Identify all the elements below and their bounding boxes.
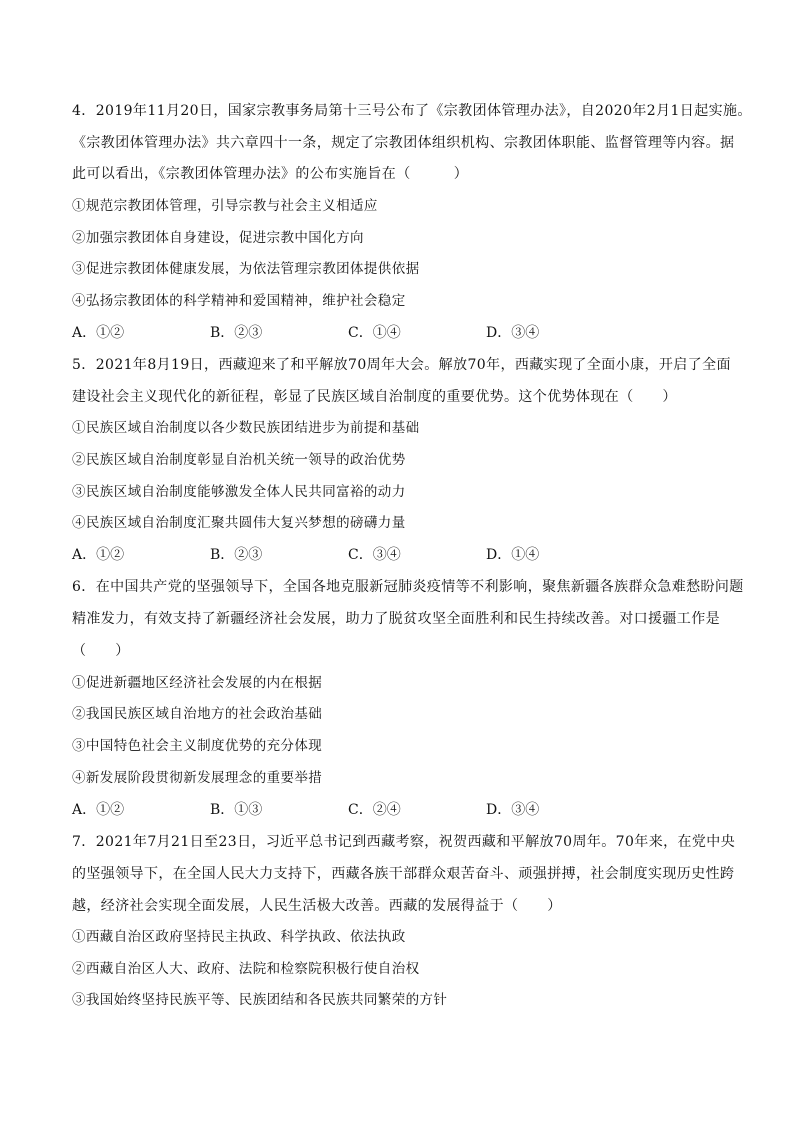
answer-choices: [72, 545, 632, 565]
option-statement: ③民族区域自治制度能够激发全体人民共同富裕的动力: [72, 484, 406, 500]
choice-a: A．①②: [72, 547, 125, 563]
option-statement: ④新发展阶段贯彻新发展理念的重要举措: [72, 770, 323, 786]
option-statement: ①西藏自治区政府坚持民主执政、科学执政、依法执政: [72, 929, 406, 945]
question-stem-line: 越，经济社会实现全面发展，人民生活极大改善。西藏的发展得益于（ ）: [72, 898, 562, 914]
option-statement: ④弘扬宗教团体的科学精神和爱国精神，维护社会稳定: [72, 293, 406, 309]
option-statement: ③促进宗教团体健康发展，为依法管理宗教团体提供依据: [72, 261, 420, 277]
choice-d: D．③④: [486, 325, 540, 341]
question-stem-line: 精准发力，有效支持了新疆经济社会发展，助力了脱贫攻坚全面胜利和民生持续改善。对口援疆工作是: [72, 611, 720, 627]
answer-choices: [72, 800, 632, 820]
question-stem-line: 4．2019年11月20日，国家宗教事务局第十三号公布了《宗教团体管理办法》，自2020年2月1日起实施。: [72, 103, 752, 119]
question-stem-line: 此可以看出，《宗教团体管理办法》的公布实施旨在（ ）: [72, 166, 469, 182]
option-statement: ③中国特色社会主义制度优势的充分体现: [72, 738, 323, 754]
choice-a: A．①②: [72, 325, 125, 341]
option-statement: ②民族区域自治制度彰显自治机关统一领导的政治优势: [72, 452, 406, 468]
option-statement: ①规范宗教团体管理，引导宗教与社会主义相适应: [72, 198, 378, 214]
option-statement: ④民族区域自治制度汇聚共圆伟大复兴梦想的磅礴力量: [72, 515, 406, 531]
option-statement: ②我国民族区域自治地方的社会政治基础: [72, 706, 323, 722]
option-statement: ②加强宗教团体自身建设，促进宗教中国化方向: [72, 230, 364, 246]
option-statement: ①促进新疆地区经济社会发展的内在根据: [72, 675, 323, 691]
choice-c: C．③④: [348, 547, 401, 563]
question-stem-line: 7．2021年7月21日至23日，习近平总书记到西藏考察，祝贺西藏和平解放70周年。70年来，在党中央: [72, 834, 736, 850]
option-statement: ③我国始终坚持民族平等、民族团结和各民族共同繁荣的方针: [72, 992, 448, 1008]
question-stem-line: 建设社会主义现代化的新征程，彰显了民族区域自治制度的重要优势。这个优势体现在（ ）: [72, 389, 677, 405]
choice-b: B．②③: [210, 547, 263, 563]
choice-c: C．①④: [348, 325, 401, 341]
option-statement: ②西藏自治区人大、政府、法院和检察院积极行使自治权: [72, 961, 420, 977]
answer-choices: [72, 323, 632, 343]
option-statement: ①民族区域自治制度以各少数民族团结进步为前提和基础: [72, 420, 420, 436]
choice-c: C．②④: [348, 802, 401, 818]
question-stem-line: 5．2021年8月19日，西藏迎来了和平解放70周年大会。解放70年，西藏实现了全面小康，开启了全面: [72, 357, 731, 373]
choice-b: B．①③: [210, 802, 263, 818]
choice-d: D．①④: [486, 547, 540, 563]
question-stem-line: 《宗教团体管理办法》共六章四十一条，规定了宗教团体组织机构、宗教团体职能、监督管理等内容。据: [72, 135, 735, 151]
choice-b: B．②③: [210, 325, 263, 341]
choice-a: A．①②: [72, 802, 125, 818]
question-stem-line: 6．在中国共产党的坚强领导下，全国各地克服新冠肺炎疫情等不利影响，聚焦新疆各族群众急难愁盼问题: [72, 579, 744, 595]
question-stem-line: 的坚强领导下，在全国人民大力支持下，西藏各族干部群众艰苦奋斗、顽强拼搏，社会制度实现历史性跨: [72, 866, 735, 882]
choice-d: D．③④: [486, 802, 540, 818]
question-stem-line: （ ）: [72, 643, 130, 659]
